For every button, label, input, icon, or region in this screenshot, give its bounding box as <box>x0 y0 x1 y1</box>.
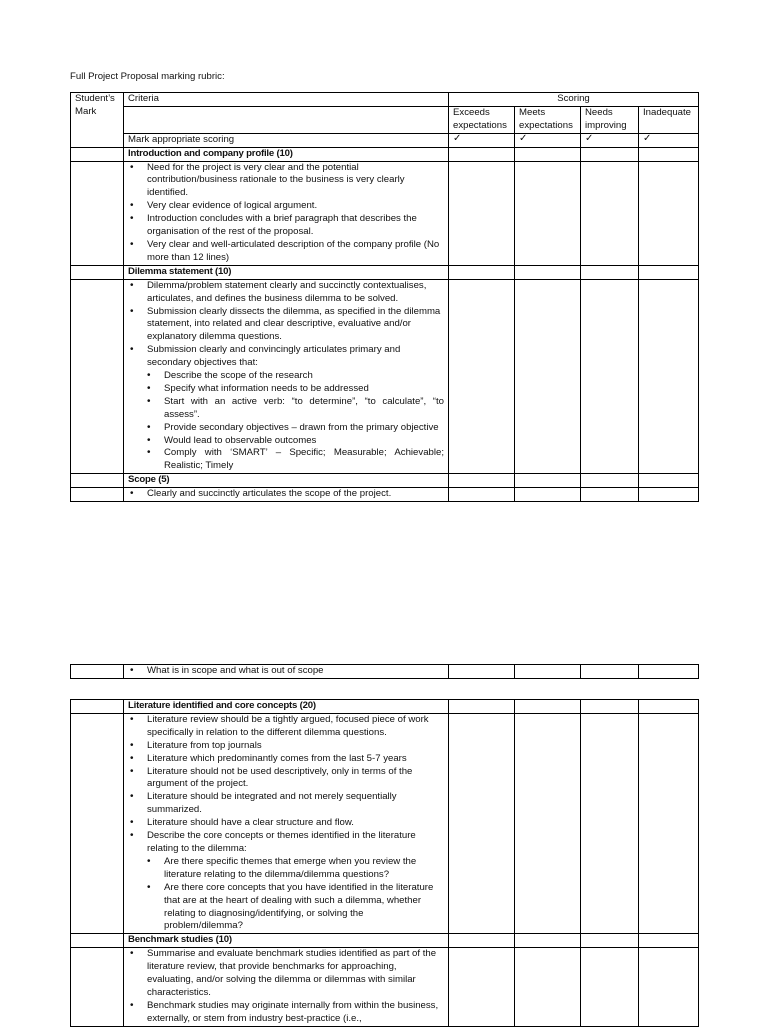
checkmark-icon: ✓ <box>515 133 581 147</box>
list-item: • Are there specific themes that emerge when you review the literature relating to the dilemma/dilemma questions? <box>128 856 444 882</box>
scope-continued-row <box>71 665 699 679</box>
list-item: • Literature from top journals <box>128 740 444 753</box>
section-row-dilemma <box>71 265 699 279</box>
section-body-dilemma <box>71 279 699 474</box>
list-item: • Describe the scope of the research <box>128 370 444 383</box>
list-item: • Literature review should be a tightly argued, focused piece of work specifically in relation to the different dilemma questions. <box>128 714 444 740</box>
list-item: • Would lead to observable outcomes <box>128 435 444 448</box>
section-title-benchmark: Benchmark studies (10) <box>124 934 449 948</box>
list-item: • Literature which predominantly comes from the last 5-7 years <box>128 753 444 766</box>
section-title-literature: Literature identified and core concepts (20) <box>124 700 449 714</box>
checkmark-icon: ✓ <box>639 133 699 147</box>
benchmark-list <box>128 948 444 1025</box>
criteria-header-blank <box>124 106 449 133</box>
level-meets: Meets expectations <box>515 106 581 133</box>
list-item: • Submission clearly dissects the dilemma, as specified in the dilemma statement, into related and clear descriptive, evaluative and/or explanatory dilemma questions. <box>128 306 444 345</box>
section-title-intro: Introduction and company profile (10) <box>124 147 449 161</box>
scope-continued-list <box>128 665 444 678</box>
level-inadequate: Inadequate <box>639 106 699 133</box>
section-title-scope: Scope (5) <box>124 474 449 488</box>
rubric-table-page1 <box>70 92 699 502</box>
checkmark-icon: ✓ <box>449 133 515 147</box>
list-item: • Start with an active verb: “to determine”, “to calculate”, “to assess”. <box>128 396 444 422</box>
list-item: • Introduction concludes with a brief paragraph that describes the organisation of the rest of the proposal. <box>128 213 444 239</box>
list-item: • Benchmark studies may originate internally from within the business, externally, or stem from industry best-practice (i.e., <box>128 1000 444 1026</box>
rubric-table-scope-continued <box>70 664 699 679</box>
section-row-intro <box>71 147 699 161</box>
list-item: • Clearly and succinctly articulates the scope of the project. <box>128 488 444 501</box>
section-body-intro <box>71 161 699 265</box>
section-body-literature <box>71 713 699 933</box>
list-item: • Dilemma/problem statement clearly and succinctly contextualises, articulates, and defines the business dilemma to be solved. <box>128 280 444 306</box>
list-item: • Very clear and well-articulated description of the company profile (No more than 12 lines) <box>128 239 444 265</box>
list-item: • Very clear evidence of logical argument. <box>128 200 444 213</box>
student-mark-header: Student’s Mark <box>71 93 124 148</box>
header-row-levels <box>71 106 699 133</box>
rubric-caption: Full Project Proposal marking rubric: <box>70 71 225 82</box>
list-item: • Specify what information needs to be addressed <box>128 383 444 396</box>
header-row-top <box>71 93 699 107</box>
section-body-benchmark <box>71 948 699 1026</box>
objectives-sublist <box>128 370 444 473</box>
scoring-header: Scoring <box>449 93 699 107</box>
section-title-dilemma: Dilemma statement (10) <box>124 265 449 279</box>
list-item: • Describe the core concepts or themes identified in the literature relating to the dilemma: <box>128 830 444 856</box>
criteria-header: Criteria <box>124 93 449 107</box>
list-item: • Are there core concepts that you have identified in the literature that are at the heart of dealing with such a dilemma, whether relating to diagnosing/identifying, or solving the problem/dilemma? <box>128 882 444 934</box>
intro-list <box>128 162 444 265</box>
section-row-benchmark <box>71 934 699 948</box>
dilemma-list <box>128 280 444 370</box>
rubric-table-page2 <box>70 699 699 1027</box>
list-item: • Provide secondary objectives – drawn from the primary objective <box>128 422 444 435</box>
list-item: • Need for the project is very clear and the potential contribution/business rationale to the business is very clearly identified. <box>128 162 444 201</box>
list-item: • Literature should be integrated and not merely sequentially summarized. <box>128 791 444 817</box>
list-item: • Literature should not be used descriptively, only in terms of the argument of the project. <box>128 766 444 792</box>
checkmark-icon: ✓ <box>581 133 639 147</box>
core-concepts-sublist <box>128 856 444 933</box>
list-item: • Submission clearly and convincingly articulates primary and secondary objectives that: <box>128 344 444 370</box>
scope-list <box>128 488 444 501</box>
section-body-scope <box>71 488 699 502</box>
level-needs-improving: Needs improving <box>581 106 639 133</box>
mark-row <box>71 133 699 147</box>
literature-list <box>128 714 444 856</box>
section-row-scope <box>71 474 699 488</box>
list-item: • What is in scope and what is out of scope <box>128 665 444 678</box>
section-row-literature <box>71 700 699 714</box>
list-item: • Literature should have a clear structure and flow. <box>128 817 444 830</box>
level-exceeds: Exceeds expectations <box>449 106 515 133</box>
mark-appropriate-label: Mark appropriate scoring <box>124 133 449 147</box>
list-item: • Summarise and evaluate benchmark studies identified as part of the literature review, that provide benchmarks for approaching, evaluating, and/or solving the dilemma or dilemmas with similar characteristics. <box>128 948 444 1000</box>
list-item: • Comply with ‘SMART’ – Specific; Measurable; Achievable; Realistic; Timely <box>128 447 444 473</box>
